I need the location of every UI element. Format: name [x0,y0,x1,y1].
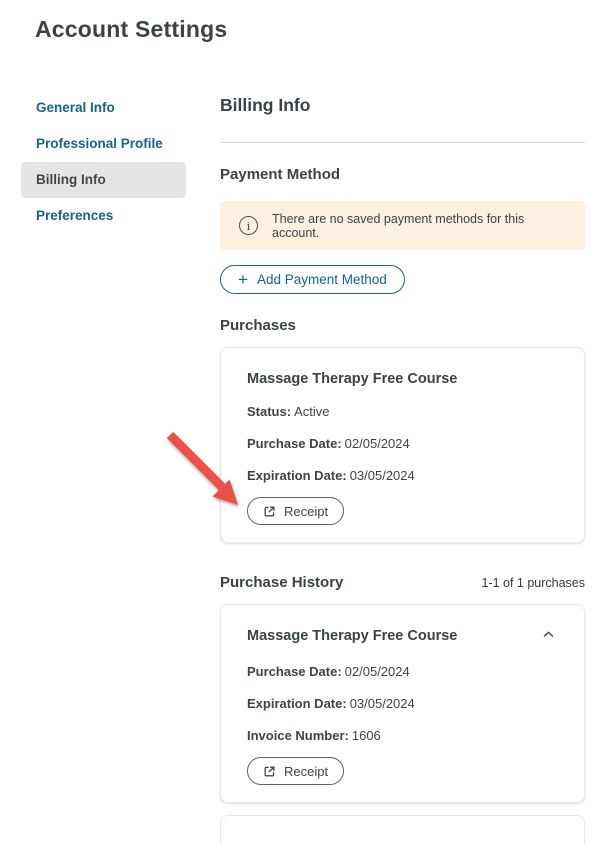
layout [0,90,609,845]
purchase-card-title: Massage Therapy Free Course [247,371,458,387]
history-receipt-button[interactable] [247,757,344,785]
plus-icon: + [238,269,248,289]
purchase-date-label: Purchase Date: [247,436,342,451]
invoice-number-row [247,728,558,743]
purchase-date-row [247,436,558,451]
history-expiration-date-label: Expiration Date: [247,696,347,711]
purchase-history-header [220,574,585,591]
status-label: Status: [247,404,292,419]
history-receipt-button-label: Receipt [284,763,329,779]
chevron-up-icon [541,627,556,645]
invoice-number-value: 1606 [351,728,381,743]
settings-sidebar [21,90,186,234]
purchase-card [220,347,585,543]
expiration-date-label: Expiration Date: [247,468,347,483]
no-payment-methods-banner [220,201,585,250]
add-payment-method-label: Add Payment Method [256,272,387,287]
external-link-icon [263,505,276,518]
expiration-date-value: 03/05/2024 [349,468,415,483]
sidebar-item-billing-info[interactable]: Billing Info [21,162,186,198]
status-row [247,404,558,419]
history-purchase-date-label: Purchase Date: [247,664,342,679]
expiration-date-row [247,468,558,483]
history-card-title-row [247,625,558,647]
history-card-title: Massage Therapy Free Course [247,628,458,644]
payment-method-heading: Payment Method [220,166,341,183]
receipt-button[interactable] [247,497,344,525]
banner-text: There are no saved payment methods for this account. [272,211,525,240]
section-divider [220,142,585,143]
invoice-number-label: Invoice Number: [247,728,349,743]
history-expiration-date-row [247,696,558,711]
purchase-history-count: 1-1 of 1 purchases [481,576,585,590]
status-value: Active [294,404,330,419]
page-title: Account Settings [35,16,228,42]
external-link-icon [263,765,276,778]
purchases-heading: Purchases [220,317,296,334]
billing-info-heading: Billing Info [220,95,311,115]
sidebar-item-general-info[interactable]: General Info [36,100,115,115]
purchase-date-value: 02/05/2024 [344,436,410,451]
billing-info-panel [220,90,585,845]
sidebar-item-professional-profile[interactable]: Professional Profile [36,136,163,151]
history-purchase-date-row [247,664,558,679]
collapse-toggle-button[interactable] [539,625,558,647]
purchase-history-heading: Purchase History [220,574,344,591]
history-expiration-date-value: 03/05/2024 [349,696,415,711]
add-payment-method-button[interactable] [220,265,405,294]
sidebar-item-preferences[interactable]: Preferences [36,208,114,223]
purchase-history-card [220,604,585,803]
info-icon: i [239,216,258,235]
history-purchase-date-value: 02/05/2024 [344,664,410,679]
receipt-button-label: Receipt [284,503,329,519]
